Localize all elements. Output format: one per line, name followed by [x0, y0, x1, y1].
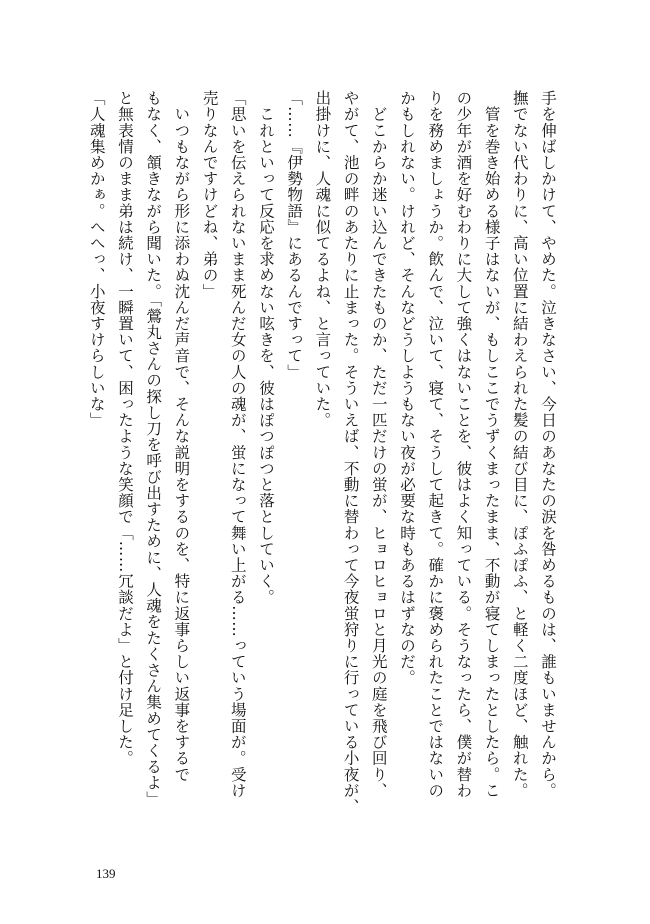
- text-line: 「思いを伝えられないまま死んだ女の人の魂が、蛍になって舞い上がる……っていう場面が。受け: [228, 90, 247, 799]
- text-line: 出掛けに、人魂に似てるよね、と言っていた。: [313, 90, 332, 429]
- text-line: 管を巻き始める様子はないが、もしここでうずくまったまま、不動が寝てしまったとしたら。こ: [482, 90, 501, 799]
- text-line: もなく、頷きながら聞いた。「鶯丸さんの探し刀を呼び出すために、人魂をたくさん集めてくるよ」: [144, 90, 163, 807]
- text-line: どこからか迷い込んできたものか、ただ一匹だけの蛍が、ヒョロヒョロと月光の庭を飛び回り、: [369, 90, 388, 799]
- text-line: 手を伸ばしかけて、やめた。泣きなさい、今日のあなたの涙を咎めるものは、誰もいませんから。: [539, 90, 557, 799]
- text-line: の少年が酒を好むわりに大して強くはないことを、彼はよく知っている。そうなったら、僕が替わ: [454, 90, 473, 799]
- body-text: [83, 90, 562, 850]
- text-line: 「人魂集めかぁ。へへっ、小夜すけらしいな」: [87, 90, 106, 429]
- text-line: 「……『伊勢物語』にあるんですって」: [285, 90, 304, 380]
- text-line: やがて、池の畔のあたりに止まった。そういえば、不動に替わって今夜蛍狩りに行っている小夜が、: [341, 90, 360, 815]
- text-line: これといって反応を求めない呟きを、彼はぽつぽつと落としていく。: [256, 90, 275, 606]
- text-line: 売りなんですけどね、弟の」: [200, 90, 219, 300]
- text-line: かもしれない。けれど、そんなどうしようもない夜が必要な時もあるはずなのだ。: [397, 90, 416, 686]
- text-line: と無表情のまま弟は続け、一瞬置いて、困ったような笑顔で「……冗談だよ」と付け足した。: [115, 90, 134, 767]
- text-line: 撫でない代わりに、高い位置に結わえられた髪の結び目に、ぽふぽふ、と軽く二度ほど、触れた。: [510, 90, 529, 799]
- page-number: 139: [96, 866, 116, 881]
- text-line: いつもながら形に添わぬ沈んだ声音で、そんな説明をするのを、特に返事らしい返事をするで: [172, 90, 191, 783]
- text-line: りを務めましょうか。飲んで、泣いて、寝て、そうして起きて。確かに褒められたことではないの: [426, 90, 445, 799]
